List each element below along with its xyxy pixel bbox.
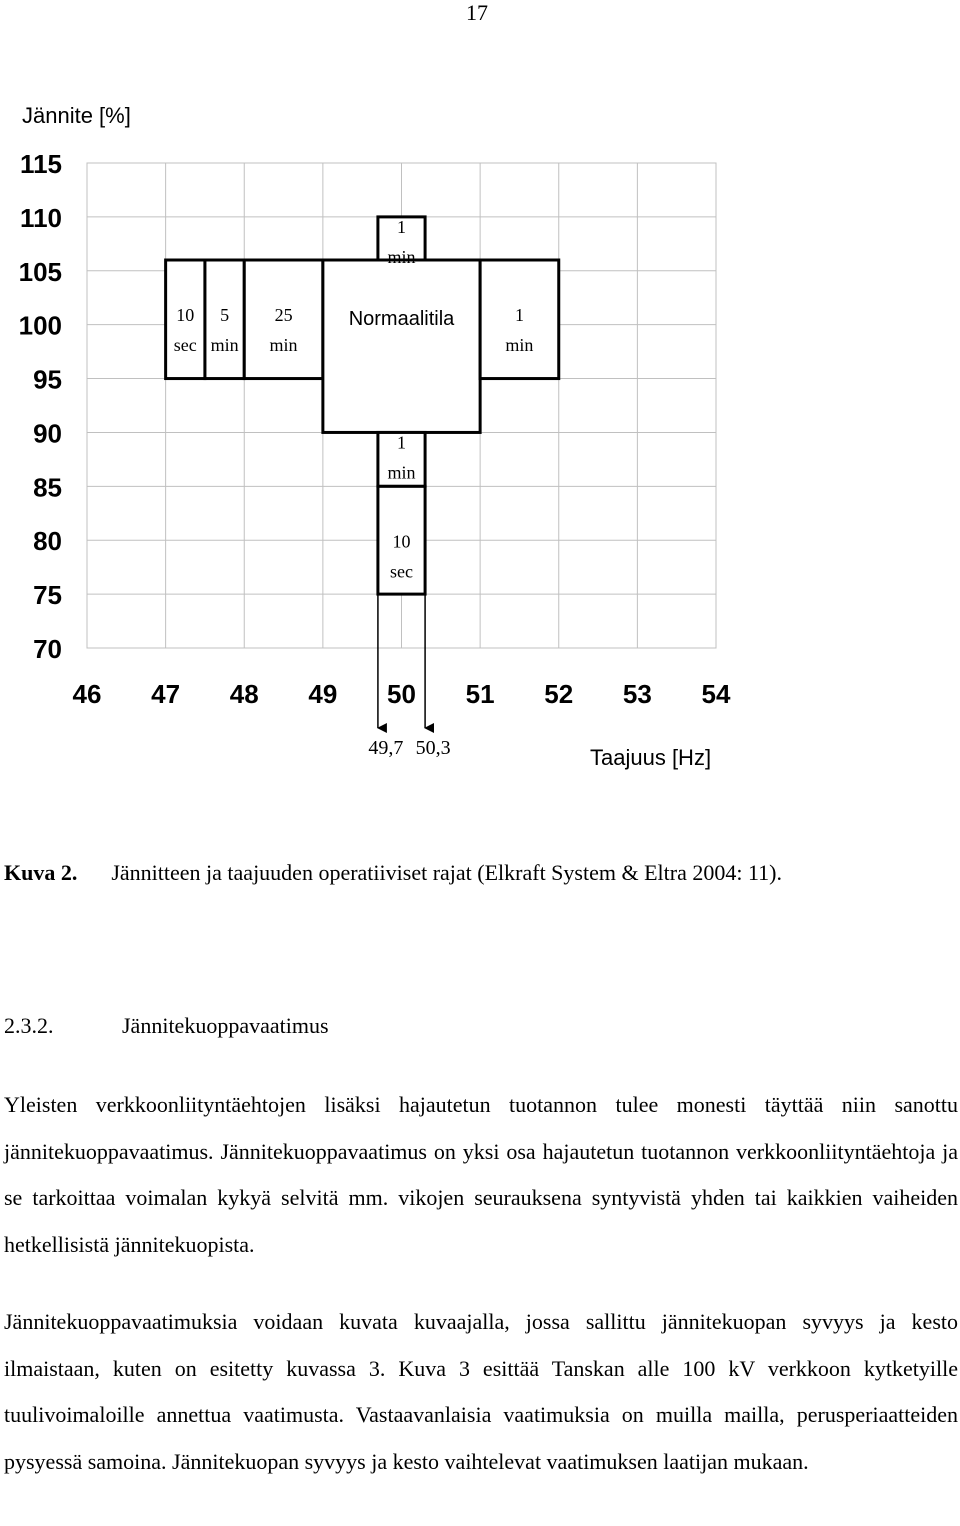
region-duration-label: sec xyxy=(173,335,197,355)
y-tick-label: 115 xyxy=(20,149,62,179)
x-tick-label: 46 xyxy=(72,679,102,709)
region-label-normal: Normaalitila xyxy=(348,308,455,330)
x-tick-label: 54 xyxy=(701,679,731,709)
y-tick-label: 105 xyxy=(18,256,62,287)
y-tick-label: 110 xyxy=(20,202,62,233)
section-title: Jännitekuoppavaatimus xyxy=(122,1013,329,1038)
body-paragraph-2: Jännitekuoppavaatimuksia voidaan kuvata kuvaajalla, jossa sallittu jännitekuopan syvyys ja kesto ilmaistaan, kuten on esitetty kuvassa 3. Kuva 3 esittää Tanskan alle 100 kV verkkoon kytketyille tuulivoimaloille annettua vaatimusta. Vastaavanlaisia vaatimuksia on muilla mailla, perusperiaatteiden pysyessä samoina. Jännitekuopan syvyys ja kesto vaihtelevat vaatimuksen laatijan mukaan. xyxy=(4,1309,958,1474)
y-tick-label: 80 xyxy=(33,526,62,557)
region-duration-label: 1 xyxy=(514,305,524,325)
region-duration-label: min xyxy=(505,335,534,355)
region-duration-label: min xyxy=(387,246,416,267)
region-duration-label: min xyxy=(210,335,239,355)
y-tick-label: 85 xyxy=(33,472,62,503)
marker-layer xyxy=(368,594,450,759)
x-axis-title: Taajuus [Hz] xyxy=(590,745,712,770)
y-tick-label: 100 xyxy=(18,310,62,341)
region-duration-label: min xyxy=(387,462,416,483)
section-number: 2.3.2. xyxy=(4,1013,54,1038)
page-number: 17 xyxy=(466,0,488,25)
y-axis-title: Jännite [%] xyxy=(22,103,131,128)
caption-text: Jännitteen ja taajuuden operatiiviset rajat (Elkraft System & Eltra 2004: 11). xyxy=(111,860,782,885)
caption-label: Kuva 2. xyxy=(4,860,78,885)
x-tick-label: 50 xyxy=(387,679,416,709)
x-tick-label: 52 xyxy=(544,679,574,709)
x-tick-label: 53 xyxy=(622,679,652,709)
marker-label: 50,3 xyxy=(415,737,451,759)
x-tick-label: 48 xyxy=(229,679,259,709)
region-layer xyxy=(166,217,559,594)
region-duration-label: 5 xyxy=(220,305,230,325)
x-tick-label: 47 xyxy=(151,679,181,709)
y-tick-label: 95 xyxy=(33,364,62,395)
voltage-frequency-figure xyxy=(0,90,960,790)
y-tick-label: 75 xyxy=(33,580,62,611)
marker-label: 49,7 xyxy=(368,737,404,759)
region-duration-label: min xyxy=(269,335,298,355)
region-duration-label: 10 xyxy=(392,531,411,552)
region-duration-label: 1 xyxy=(397,432,406,453)
region-duration-label: sec xyxy=(390,561,413,582)
y-tick-label: 70 xyxy=(33,634,62,664)
region-duration-label: 25 xyxy=(274,305,293,325)
region-duration-label: 10 xyxy=(176,305,195,325)
section-heading xyxy=(4,1013,329,1039)
limit-region-box xyxy=(323,260,480,432)
body-paragraph-1: Yleisten verkkoonliityntäehtojen lisäksi hajautetun tuotannon tulee monesti täyttää niin sanottu jännitekuoppavaatimus. Jännitekuoppavaatimus on yksi osa hajautetun tuotannon verkkoonliityntäehtoja ja se tarkoittaa voimalan kykyä selvitä mm. vikojen seurauksena syntyvistä yhden tai kaikkien vaiheiden hetkellisistä jännitekuopista. xyxy=(4,1092,958,1257)
figure-caption xyxy=(4,860,782,886)
region-duration-label: 1 xyxy=(397,216,406,237)
x-tick-label: 51 xyxy=(465,679,495,709)
x-tick-label: 49 xyxy=(308,679,338,709)
y-tick-label: 90 xyxy=(33,418,62,449)
